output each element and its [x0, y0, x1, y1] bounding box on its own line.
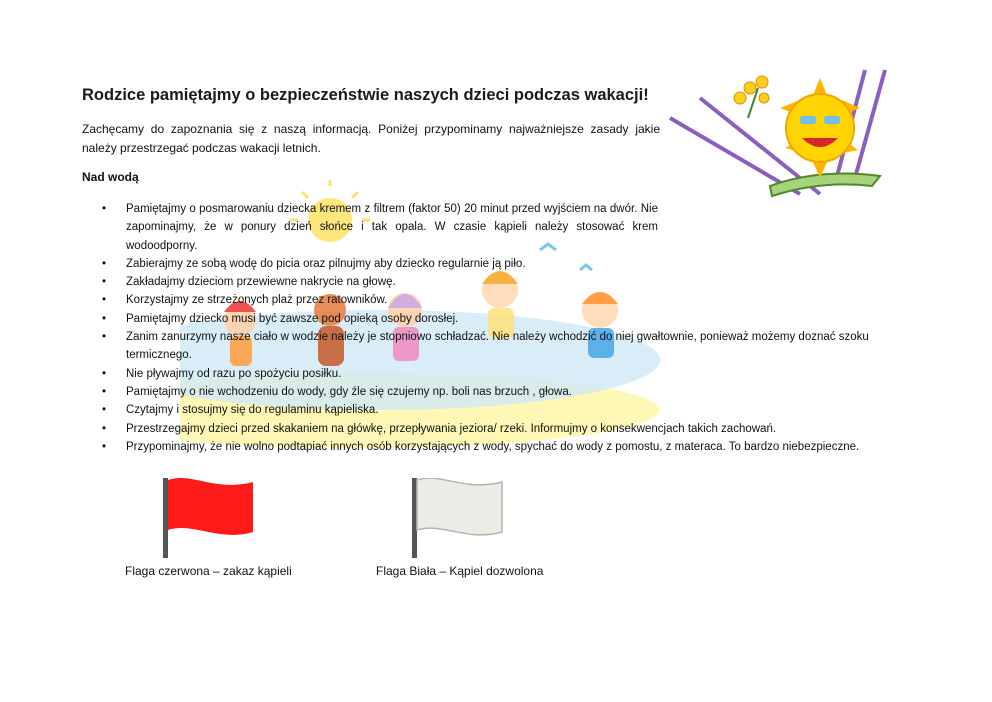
- bullet-icon: •: [102, 367, 107, 380]
- rule-text: Pamiętajmy dziecko musi być zawsze pod opieką osoby dorosłej.: [126, 312, 459, 325]
- list-item: [102, 401, 922, 419]
- bullet-icon: •: [102, 331, 107, 344]
- list-item: [102, 310, 922, 328]
- rule-text: Zakładajmy dzieciom przewiewne nakrycie na głowę.: [126, 276, 396, 289]
- bullet-icon: •: [102, 257, 107, 270]
- bullet-icon: •: [102, 440, 107, 453]
- red-flag-cloth: [168, 478, 253, 535]
- rule-text: Zabierajmy ze sobą wodę do picia oraz pilnujmy aby dziecko regularnie ją piło.: [126, 257, 526, 270]
- rule-text: Pamiętajmy o posmarowaniu dziecka kremem z filtrem (faktor 50) 20 minut przed wyjściem na dwór. Nie zapominajmy, że w ponury dzień słońce i tak opala. W czasie kąpieli należy stosować krem wodoodporny.: [126, 203, 658, 252]
- bullet-icon: •: [102, 404, 107, 417]
- bullet-icon: •: [102, 385, 107, 398]
- rule-text: Przestrzegajmy dzieci przed skakaniem na główkę, przepływania jeziora/ rzeki. Informujmy o konsekwencjach takich zachowań.: [126, 422, 777, 435]
- bullet-icon: •: [102, 294, 107, 307]
- red-flag-icon: [163, 478, 255, 558]
- section-heading: Nad wodą: [82, 170, 139, 184]
- list-item: [102, 255, 922, 273]
- list-item: [102, 438, 922, 456]
- list-item: [102, 328, 922, 365]
- bullet-icon: •: [102, 276, 107, 289]
- bullet-icon: •: [102, 422, 107, 435]
- intro-paragraph: Zachęcamy do zapoznania się z naszą informacją. Poniżej przypominamy najważniejsze zasady jakie należy przestrzegać podczas wakacji letnich.: [82, 122, 660, 155]
- list-item: [102, 200, 922, 255]
- bullet-icon: •: [102, 203, 107, 215]
- white-flag-icon: [412, 478, 504, 558]
- bullet-icon: •: [102, 312, 107, 325]
- rule-text: Przypominajmy, że nie wolno podtapiać innych osób korzystających z wody, spychać do wody z pomostu, z materaca. To bardzo niebezpieczne.: [126, 440, 860, 453]
- list-item: [102, 273, 922, 291]
- list-item: [102, 420, 922, 438]
- red-flag-caption: Flaga czerwona – zakaz kąpieli: [125, 564, 292, 578]
- rule-text: Nie pływajmy od razu po spożyciu posiłku.: [126, 367, 342, 380]
- list-item: [102, 365, 922, 383]
- page-title: Rodzice pamiętajmy o bezpieczeństwie naszych dzieci podczas wakacji!: [82, 86, 649, 104]
- safety-rules-list: [102, 200, 922, 456]
- list-item: [102, 383, 922, 401]
- white-flag-caption: Flaga Biała – Kąpiel dozwolona: [376, 564, 544, 578]
- white-flag-cloth: [417, 478, 502, 535]
- rule-text: Zanim zanurzymy nasze ciało w wodzie należy je stopniowo schładzać. Nie należy wchodzić do niej gwałtownie, ponieważ możemy doznać szoku termicznego.: [126, 331, 869, 362]
- rule-text: Korzystajmy ze strzeżonych plaż przez ratowników.: [126, 294, 388, 307]
- rule-text: Czytajmy i stosujmy się do regulaminu kąpieliska.: [126, 404, 379, 417]
- sun-on-swing-illustration: [660, 68, 890, 198]
- rule-text: Pamiętajmy o nie wchodzeniu do wody, gdy źle się czujemy np. boli nas brzuch , głowa.: [126, 385, 572, 398]
- list-item: [102, 291, 922, 309]
